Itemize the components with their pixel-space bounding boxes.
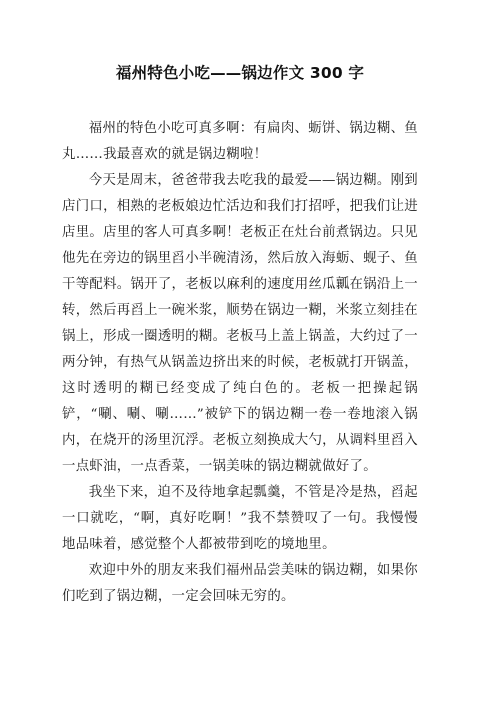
paragraph-conclusion: 欢迎中外的朋友来我们福州品尝美味的锅边糊，如果你们吃到了锅边糊，一定会回味无穷的。 [62, 563, 418, 604]
document-body [62, 116, 418, 610]
paragraph-eating: 我坐下来，迫不及待地拿起瓢羹，不管是冷是热，舀起一口就吃，“啊，真好吃啊！”我不禁赞叹了一句。我慢慢地品味着，感觉整个人都被带到吃的境地里。 [62, 485, 418, 552]
paragraph-cooking: 今天是周末，爸爸带我去吃我的最爱——锅边糊。刚到店门口，相熟的老板娘边忙活边和我们打招呼，把我们让进店里。店里的客人可真多啊！老板正在灶台前煮锅边。只见他先在旁边的锅里舀小半碗清汤，然后放入海蛎、蚬子、鱼干等配料。锅开了，老板以麻利的速度用丝瓜瓤在锅沿上一转，然后再舀上一碗米浆，顺势在锅边一糊，米浆立刻挂在锅上，形成一圈透明的糊。老板马上盖上锅盖，大约过了一两分钟，有热气从锅盖边挤出来的时候，老板就打开锅盖，这时透明的糊已经变成了纯白色的。老板一把操起锅铲，“唰、唰、唰……”被铲下的锅边糊一卷一卷地滚入锅内，在烧开的汤里沉浮。老板立刻换成大勺，从调料里舀入一点虾油，一点香菜，一锅美味的锅边糊就做好了。 [62, 173, 418, 474]
paragraph-intro: 福州的特色小吃可真多啊：有扁肉、蛎饼、锅边糊、鱼丸……我最喜欢的就是锅边糊啦！ [62, 121, 418, 162]
document-title: 福州特色小吃——锅边作文 300 字 [115, 64, 365, 82]
